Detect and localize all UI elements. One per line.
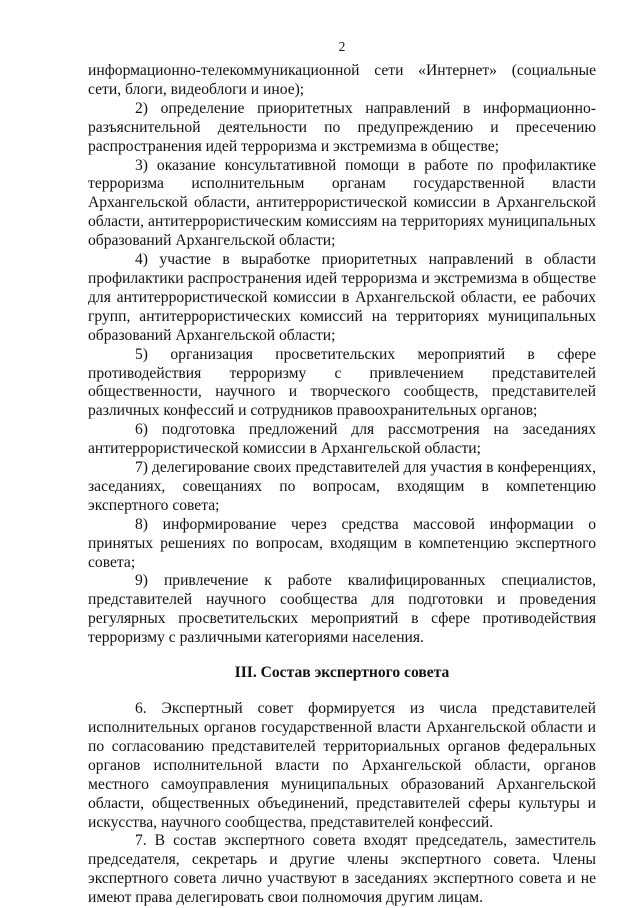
section-title: III. Состав экспертного совета	[234, 664, 450, 682]
clause-7: 7. В состав экспертного совета входят председатель, заместитель председателя, секретарь и другие члены экспертного совета. Члены экспертного совета лично участвуют в заседаниях экспертного совета и не имеют права делегировать свои полномочия другим лицам.	[88, 832, 596, 907]
paragraph-continuation: информационно-телекоммуникационной сети «Интернет» (социальные сети, блоги, видеоблоги и иное);	[88, 62, 596, 98]
list-item-6: 6) подготовка предложений для рассмотрения на заседаниях антитеррористической комиссии в Архангельской области;	[88, 421, 596, 458]
list-item-8: 8) информирование через средства массовой информации о принятых решениях по вопросам, входящим в компетенцию экспертного совета;	[88, 515, 596, 571]
list-item-7: 7) делегирование своих представителей для участия в конференциях, заседаниях, совещаниях по вопросам, входящим в компетенцию экспертного совета;	[88, 459, 596, 514]
list-item-9: 9) привлечение к работе квалифицированных специалистов, представителей научного сообщества для подготовки и проведения регулярных просветительских мероприятий в сфере противодействия терроризму с различными категориями населения.	[88, 572, 596, 647]
page-number: 2	[338, 39, 346, 54]
clause-6: 6. Экспертный совет формируется из числа представителей исполнительных органов государственной власти Архангельской области и по согласованию представителей территориальных органов федеральных органов исполнительной власти по Архангельской области, органов местного самоуправления муниципальных образований Архангельской области, общественных объединений, представителей сферы культуры и искусства, научного сообщества, представителей конфессий.	[88, 700, 596, 831]
document-page	[88, 38, 596, 908]
list-item-2: 2) определение приоритетных направлений в информационно-разъяснительной деятельности по предупреждению и пресечению распространения идей терроризма и экстремизма в обществе;	[88, 99, 596, 155]
list-item-4: 4) участие в выработке приоритетных направлений в области профилактики распространения идей терроризма и экстремизма в обществе для антитеррористической комиссии в Архангельской области, ее рабочих групп, антитеррористических комиссий на территориях муниципальных образований Архангельской области;	[88, 251, 596, 344]
list-item-5: 5) организация просветительских мероприятий в сфере противодействия терроризму с привлечением представителей общественности, научного и творческого сообществ, представителей различных конфессий и сотрудников правоохранительных органов;	[88, 345, 596, 420]
list-item-3: 3) оказание консультативной помощи в работе по профилактике терроризма исполнительным органам государственной власти Архангельской области, антитеррористической комиссии в Архангельской области, антитеррористическим комиссиям на территориях муниципальных образований Архангельской области;	[88, 156, 596, 250]
